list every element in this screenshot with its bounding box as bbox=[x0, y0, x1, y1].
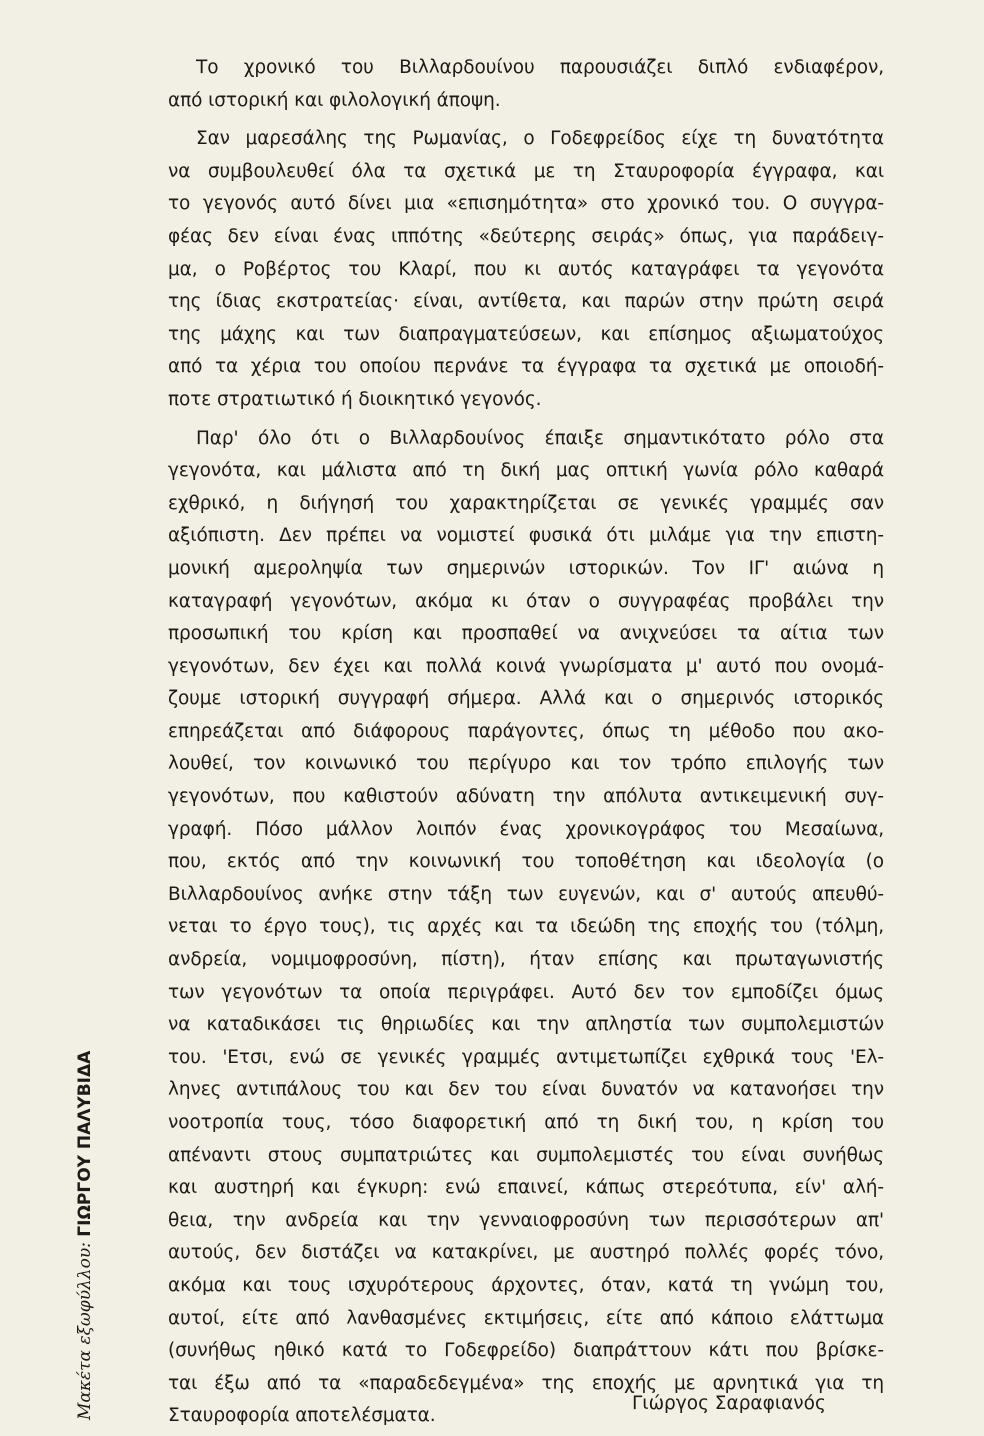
text-line: μονική αμεροληψία των σημερινών ιστορικών. Τον ΙΓ' αιώνα η bbox=[168, 557, 884, 579]
cover-design-credit bbox=[72, 1000, 98, 1420]
text-line: ληνες αντιπάλους του και δεν του είναι δυνατόν να κατανοήσει την bbox=[168, 1079, 884, 1101]
credit-label: Μακέτα εξωφύλλου: bbox=[75, 1242, 95, 1420]
text-line: που, εκτός από την κοινωνική του τοποθέτηση και ιδεολογία (ο bbox=[168, 851, 884, 873]
text-line: ανδρεία, νομιμοφροσύνη, πίστη), ήταν επίσης και πρωταγωνιστής bbox=[168, 949, 884, 971]
text-line: από ιστορική και φιλολογική άποψη. bbox=[168, 89, 501, 111]
text-line: γεγονότων, που καθιστούν αδύνατη την απόλυτα αντικειμενική συγ- bbox=[168, 786, 884, 808]
text-line: λουθεί, τον κοινωνικό του περίγυρο και τον τρόπο επιλογής των bbox=[168, 753, 884, 775]
author-signature: Γιώργος Σαραφιανός bbox=[632, 1393, 826, 1414]
text-line: από τα χέρια του οποίου περνάνε τα έγγραφα τα σχετικά με οποιοδή- bbox=[168, 356, 884, 378]
text-line: Βιλλαρδουίνος ανήκε στην τάξη των ευγενών, και σ' αυτούς απευθύ- bbox=[168, 883, 884, 905]
body-text bbox=[168, 52, 884, 1433]
text-line: εχθρικό, η διήγησή του χαρακτηρίζεται σε γενικές γραμμές σαν bbox=[168, 492, 884, 514]
text-line: θεια, την ανδρεία και την γενναιοφροσύνη των περισσότερων απ' bbox=[168, 1209, 884, 1231]
text-line: απέναντι στους συμπατριώτες και συμπολεμιστές του είναι συνήθως bbox=[168, 1144, 884, 1166]
text-line: ακόμα και τους ισχυρότερους άρχοντες, όταν, κατά τη γνώμη του, bbox=[168, 1274, 884, 1296]
text-line: Σαν μαρεσάλης της Ρωμανίας, ο Γοδεφρείδος είχε τη δυνατότητα bbox=[196, 128, 884, 150]
text-line: αξιόπιστη. Δεν πρέπει να νομιστεί φυσικά ότι μιλάμε για την επιστη- bbox=[168, 525, 884, 547]
text-line: Παρ' όλο ότι ο Βιλλαρδουίνος έπαιξε σημαντικότατο ρόλο στα bbox=[196, 427, 884, 449]
text-line: της μάχης και των διαπραγματεύσεων, και επίσημος αξιωματούχος bbox=[168, 323, 884, 345]
text-line: Το χρονικό του Βιλλαρδουίνου παρουσιάζει διπλό ενδιαφέρον, bbox=[196, 57, 884, 78]
text-line: καταγραφή γεγονότων, ακόμα κι όταν ο συγγραφέας προβάλει την bbox=[168, 590, 884, 612]
text-line: (συνήθως ηθικό κατά το Γοδεφρείδο) διαπράττουν κάτι που βρίσκε- bbox=[168, 1340, 884, 1362]
text-line: γεγονότων, δεν έχει και πολλά κοινά γνωρίσματα μ' αυτό που ονομά- bbox=[168, 655, 884, 677]
text-line: να καταδικάσει τις θηριωδίες και την απληστία των συμπολεμιστών bbox=[168, 1014, 884, 1036]
text-line: και αυστηρή και έγκυρη: ενώ επαινεί, κάπως στερεότυπα, είν' αλή- bbox=[168, 1177, 884, 1199]
text-line: αυτούς, δεν διστάζει να κατακρίνει, με αυστηρό πολλές φορές τόνο, bbox=[168, 1242, 884, 1264]
text-line: προσωπική του κρίση και προσπαθεί να ανιχνεύσει τα αίτια των bbox=[168, 623, 884, 645]
text-line: να συμβουλευθεί όλα τα σχετικά με τη Σταυροφορία έγγραφα, και bbox=[168, 160, 884, 182]
text-line: γεγονότα, και μάλιστα από τη δική μας οπτική γωνία ρόλο καθαρά bbox=[168, 460, 884, 482]
text-line: του. 'Ετσι, ενώ σε γενικές γραμμές αντιμετωπίζει εχθρικά τους 'Ελ- bbox=[168, 1046, 884, 1068]
text-line: ποτε στρατιωτικό ή διοικητικό γεγονός. bbox=[168, 388, 542, 410]
text-line: το γεγονός αυτό δίνει μια «επισημότητα» στο χρονικό του. Ο συγγρα- bbox=[168, 193, 884, 215]
text-line: νοοτροπία τους, τόσο διαφορετική από τη δική του, η κρίση του bbox=[168, 1112, 884, 1133]
text-line: νεται το έργο τους), τις αρχές και τα ιδεώδη της εποχής του (τόλμη, bbox=[168, 916, 884, 938]
text-line: επηρεάζεται από διάφορους παράγοντες, όπως τη μέθοδο που ακο- bbox=[168, 720, 884, 742]
text-line: των γεγονότων τα οποία περιγράφει. Αυτό δεν τον εμποδίζει όμως bbox=[168, 981, 884, 1003]
text-line: μα, ο Ροβέρτος του Κλαρί, που κι αυτός καταγράφει τα γεγονότα bbox=[168, 258, 884, 280]
text-line: της ίδιας εκστρατείας· είναι, αντίθετα, και παρών στην πρώτη σειρά bbox=[168, 291, 884, 313]
text-line: αυτοί, είτε από λανθασμένες εκτιμήσεις, είτε από κάποιο ελάττωμα bbox=[168, 1307, 884, 1329]
text-line: Σταυροφορία αποτελέσματα. bbox=[168, 1405, 436, 1427]
credit-name: ΓΙΩΡΓΟΥ ΠΑΛΥΒΙΔΑ bbox=[75, 1050, 95, 1237]
text-line: ται έξω από τα «παραδεδεγμένα» της εποχής με αρνητικά για τη bbox=[168, 1372, 884, 1394]
text-line: φέας δεν είναι ένας ιππότης «δεύτερης σειράς» όπως, για παράδειγ- bbox=[168, 225, 884, 247]
text-line: ζουμε ιστορική συγγραφή σήμερα. Αλλά και ο σημερινός ιστορικός bbox=[168, 688, 884, 710]
text-line: γραφή. Πόσο μάλλον λοιπόν ένας χρονικογράφος του Μεσαίωνα, bbox=[168, 818, 884, 840]
